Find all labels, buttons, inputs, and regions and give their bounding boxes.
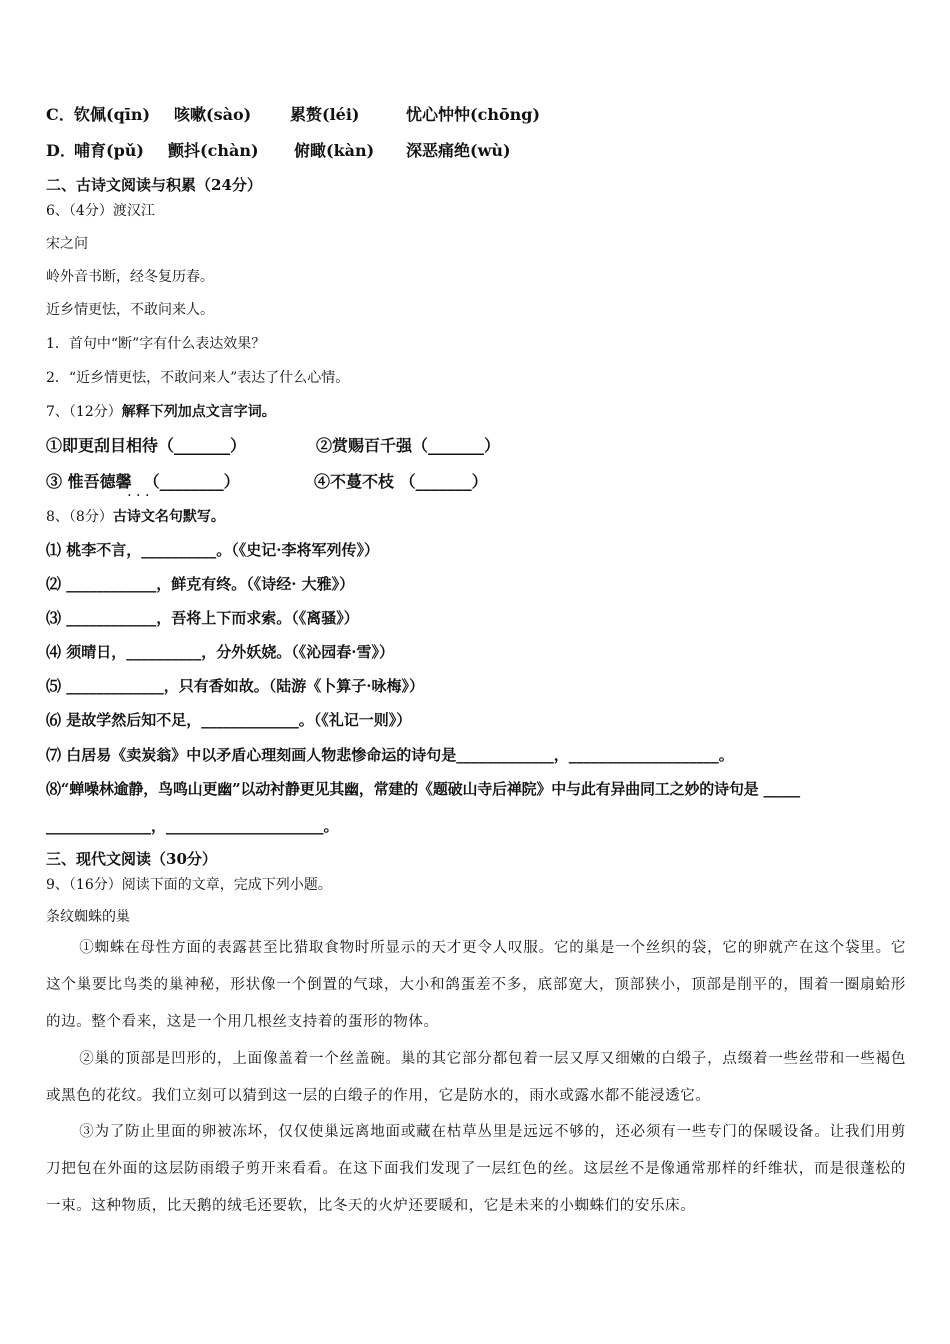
option-d-item: 俯瞰(kàn) xyxy=(294,141,375,160)
option-c xyxy=(46,102,906,124)
recitation-line: ⑺ 白居易《卖炭翁》中以矛盾心理刻画人物悲惨命运的诗句是_____________，____________________。 xyxy=(46,746,734,764)
question-stem xyxy=(46,506,225,526)
sub-question: 2．“近乡情更怯，不敢问来人”表达了什么心情。 xyxy=(46,370,350,386)
option-c-item: 咳嗽(sào) xyxy=(174,105,252,124)
vocab-item xyxy=(46,469,240,492)
section-heading: 二、古诗文阅读与积累（24分） xyxy=(46,176,262,194)
section-heading: 三、现代文阅读（30分） xyxy=(46,850,217,868)
vocab-item: ①即更刮目相待（_______） xyxy=(46,436,247,455)
option-c-item: 忧心忡忡(chōng) xyxy=(406,105,541,124)
question-stem: 9、（16分）阅读下面的文章，完成下列小题。 xyxy=(46,877,332,893)
recitation-line: ⑸ _____________，只有香如故。（陆游《卜算子·咏梅》） xyxy=(46,677,424,695)
option-d-label: D． xyxy=(46,141,76,160)
article-paragraph: ③为了防止里面的卵被冻坏，仅仅使巢远离地面或藏在枯草丛里是远远不够的，还必须有一些专门的保暖设备。让我们用剪刀把包在外面的这层防雨缎子剪开来看看。在这下面我们发现了一层红色的丝。这层丝不是像通常那样的纤维状，而是很蓬松的一束。这种物质，比天鹅的绒毛还要软，比冬天的火炉还要暖和，它是未来的小蜘蛛们的安乐床。 xyxy=(46,1124,906,1214)
vocab-text: ③ 惟吾德 xyxy=(46,472,116,491)
option-d-item: 深恶痛绝(wù) xyxy=(406,141,511,160)
option-d xyxy=(46,138,906,160)
article-title: 条纹蜘蛛的巢 xyxy=(46,909,130,925)
question-stem xyxy=(46,401,276,421)
vocab-item: ②赏赐百千强（_______） xyxy=(316,436,501,455)
poem-author: 宋之问 xyxy=(46,236,88,252)
question-stem: 6、（4分）渡汉江 xyxy=(46,203,155,219)
recitation-line: ⑴ 桃李不言，__________。（《史记·李将军列传》） xyxy=(46,541,379,559)
article-paragraph: ②巢的顶部是凹形的，上面像盖着一个丝盖碗。巢的其它部分都包着一层又厚又细嫩的白缎子，点缀着一些丝带和一些褐色或黑色的花纹。我们立刻可以猜到这一层的白缎子的作用，它是防水的，雨水或露水都不能浸透它。 xyxy=(46,1051,906,1104)
sub-question: 1．首句中“断”字有什么表达效果？ xyxy=(46,336,266,352)
question-prefix: 8、（8分） xyxy=(46,509,113,525)
recitation-line: ⑷ 须晴日，__________，分外妖娆。（《沁园春·雪》） xyxy=(46,643,394,661)
article-paragraph: ①蜘蛛在母性方面的表露甚至比猎取食物时所显示的天才更令人叹服。它的巢是一个丝织的袋，它的卵就产在这个袋里。它这个巢要比鸟类的巢神秘，形状像一个倒置的气球，大小和鸽蛋差不多，底部宽大，顶部狭小，顶部是削平的，围着一圈扇蛤形的边。整个看来，这是一个用几根丝支持着的蛋形的物体。 xyxy=(46,940,906,1030)
option-c-item: 钦佩(qīn) xyxy=(74,105,151,124)
poem-line: 岭外音书断，经冬复历春。 xyxy=(46,269,214,285)
dotted-char: 馨 . . . xyxy=(116,472,132,491)
option-c-label: C． xyxy=(46,105,75,124)
recitation-line: ⑻“蝉噪林逾静，鸟鸣山更幽”以动衬静更见其幽，常建的《题破山寺后禅院》中与此有异曲同工之妙的诗句是 _____ xyxy=(46,780,800,798)
question-title: 古诗文名句默写。 xyxy=(112,509,225,525)
option-d-item: 哺育(pǔ) xyxy=(74,141,144,160)
poem-line: 近乡情更怯，不敢问来人。 xyxy=(46,302,214,318)
recitation-line: ⑵ ____________，鲜克有终。（《诗经· 大雅》） xyxy=(46,575,355,593)
recitation-line: ⑶ ____________，吾将上下而求索。（《离骚》） xyxy=(46,609,359,627)
option-d-item: 颤抖(chàn) xyxy=(168,141,259,160)
recitation-line: ⑹ 是故学然后知不足，_____________。（《礼记一则》） xyxy=(46,711,412,729)
question-prefix: 7、（12分） xyxy=(46,404,122,420)
vocab-blank: （________） xyxy=(143,472,240,491)
option-c-item: 累赘(léi) xyxy=(290,105,360,124)
recitation-line: ______________，_____________________。 xyxy=(46,817,339,835)
question-title: 解释下列加点文言字词。 xyxy=(121,404,276,420)
vocab-item: ④不蔓不枝 （_______） xyxy=(314,472,488,491)
